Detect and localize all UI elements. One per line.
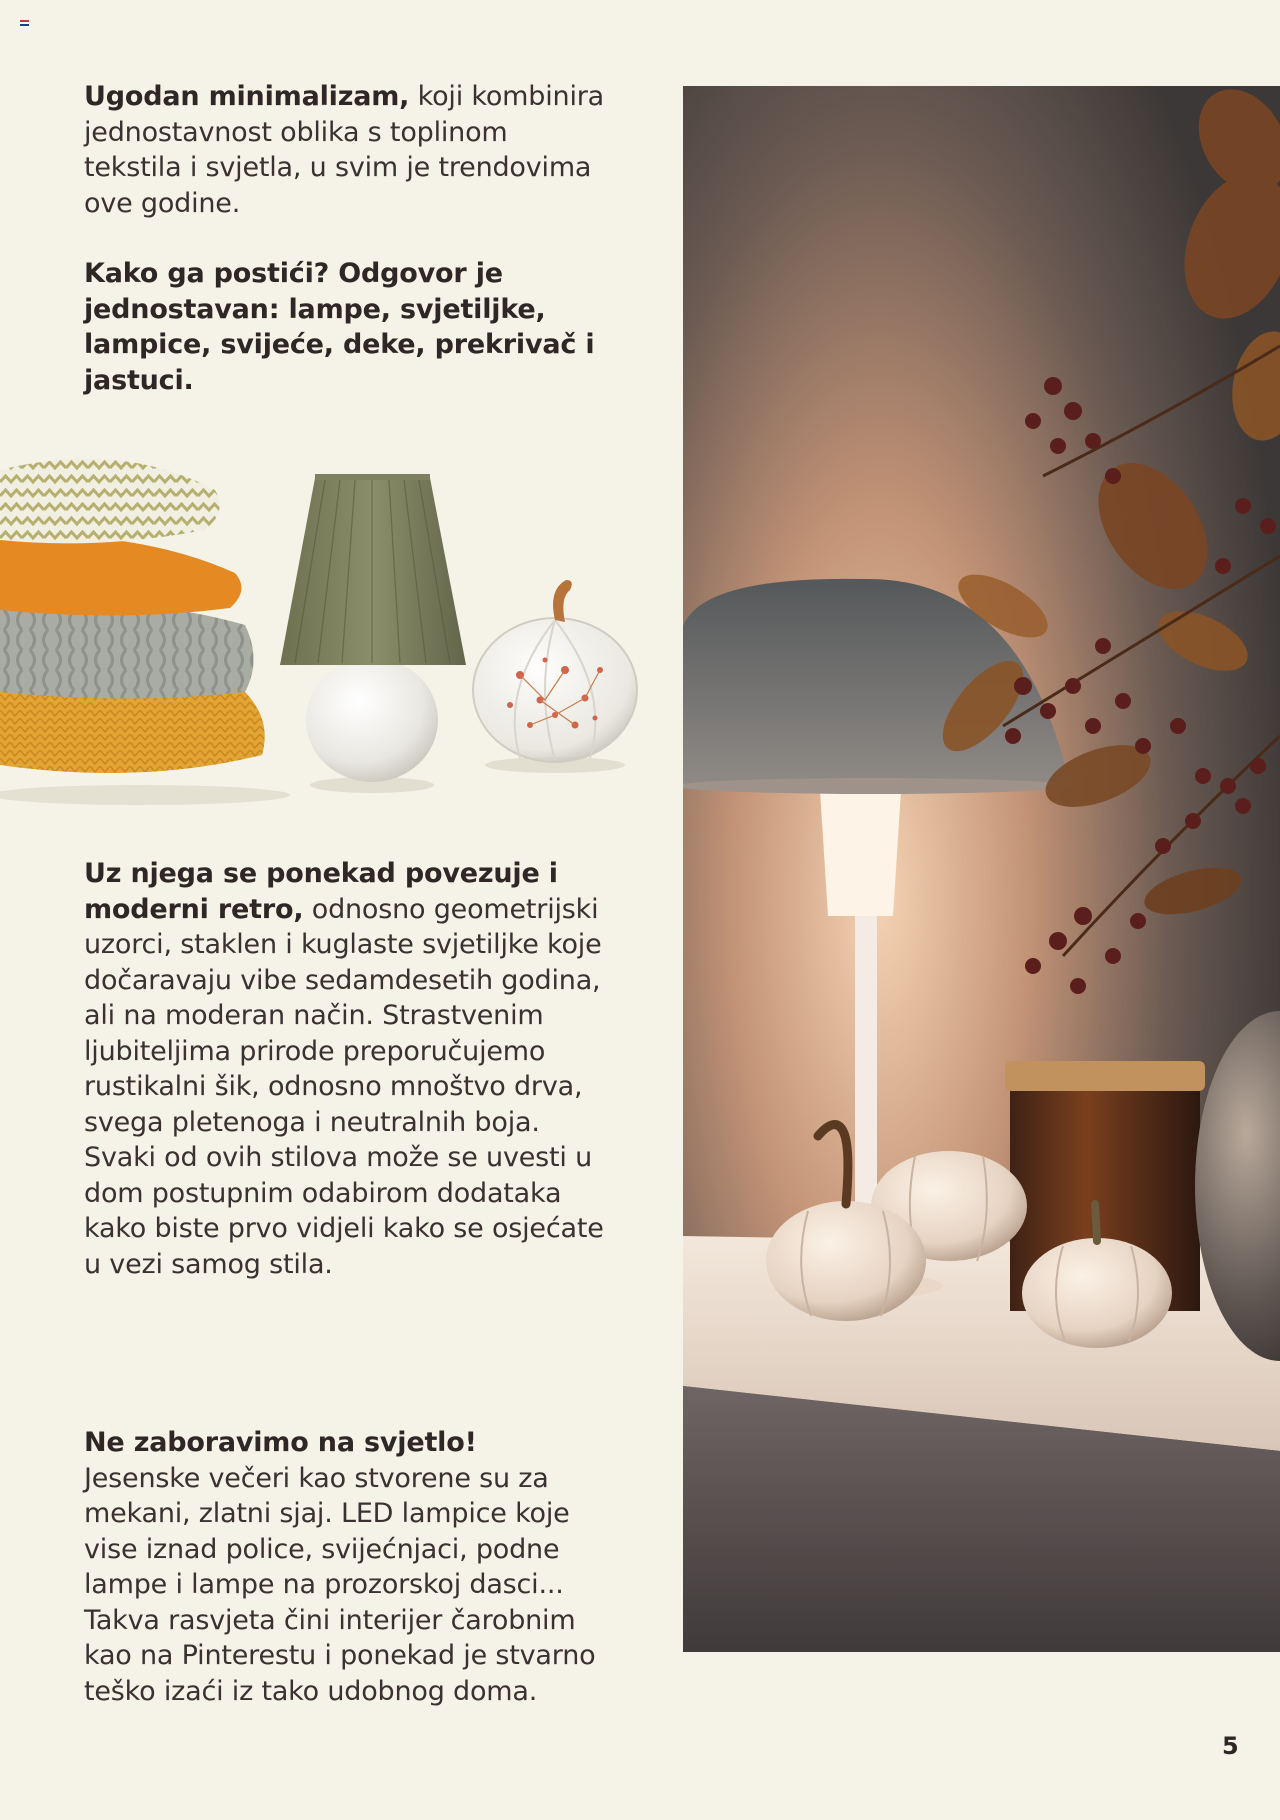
light-heading: Ne zaboravimo na svjetlo!	[84, 1427, 477, 1458]
how-to-text: Kako ga postići? Odgovor je jednostavan: lampe, svjetiljke, lampice, svijeće, deke, prekrivač i jastuci.	[84, 258, 595, 396]
croatian-flag-icon	[20, 20, 29, 26]
retro-paragraph	[84, 856, 604, 1282]
table-lamp	[280, 474, 466, 793]
interior-photo	[683, 86, 1280, 1652]
intro-bold: Ugodan minimalizam,	[84, 81, 410, 112]
intro-text: koji kombinira jednostavnost oblika s toplinom tekstila i svjetla, u svim je trendovima ove godine.	[84, 81, 604, 219]
retro-text: odnosno geometrijski uzorci, staklen i kuglaste svjetiljke koje dočaravaju vibe sedamdesetih godina, ali na moderan način. Strastvenim ljubiteljima prirode preporučujemo rustikalni šik, odnosno mnoštvo drva, svega pletenoga i neutralnih boja. Svaki od ovih stilova može se uvesti u dom postupnim odabirom dodataka kako biste prvo vidjeli kako se osjećate u vezi samog stila.	[84, 893, 604, 1280]
textile-stack	[0, 459, 290, 805]
retro-bold: Uz njega se ponekad povezuje i moderni retro,	[84, 858, 558, 925]
light-text: Jesenske večeri kao stvorene su za mekani, zlatni sjaj. LED lampice koje vise iznad police, svijećnjaci, podne lampe i lampe na prozorskoj dasci... Takva rasvjeta čini interijer čarobnim kao na Pinterestu i ponekad je stvarno teško izaći iz tako udobnog doma.	[84, 1462, 596, 1707]
glass-pumpkin	[473, 580, 637, 773]
page-number: 5	[1222, 1732, 1239, 1760]
intro-paragraph	[84, 79, 604, 221]
how-to-paragraph	[84, 256, 604, 398]
light-paragraph	[84, 1425, 604, 1709]
products-illustration	[0, 430, 650, 810]
